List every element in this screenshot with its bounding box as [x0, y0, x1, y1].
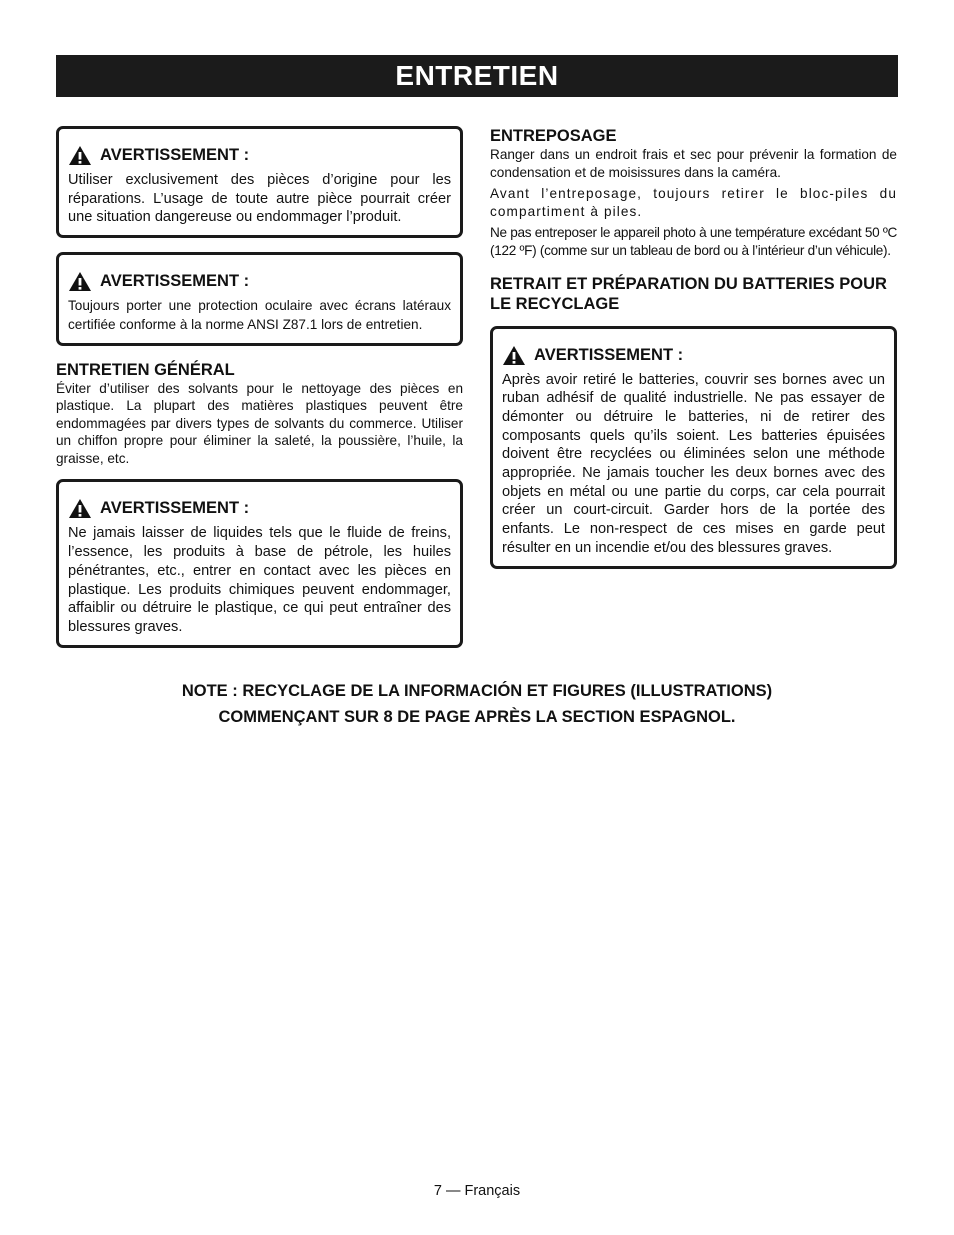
- warning-title: AVERTISSEMENT :: [100, 499, 250, 518]
- warning-header: [68, 145, 451, 166]
- warning-box-battery: [490, 326, 897, 569]
- warning-box-original-parts: [56, 126, 463, 238]
- warning-triangle-icon: [68, 498, 92, 519]
- warning-title: AVERTISSEMENT :: [100, 146, 250, 164]
- general-maintenance-text: Éviter d’utiliser des solvants pour le nettoyage des pièces en plastique. La plupart des matières plastiques peuvent être endommagées par divers types de solvants du commerce. Utiliser un chiffon propre pour éliminer la saleté, la poussière, l’huile, la graisse, etc.: [56, 380, 463, 466]
- section-heading-general-maintenance: ENTRETIEN GÉNÉRAL: [56, 360, 235, 379]
- warning-header: [68, 498, 451, 519]
- note-line-2: COMMENÇANT SUR 8 DE PAGE APRÈS LA SECTION ESPAGNOL.: [218, 708, 736, 726]
- note-line-1: NOTE : RECYCLAGE DE LA INFORMACIÓN ET FIGURES (ILLUSTRATIONS): [181, 682, 773, 700]
- left-column: [56, 126, 463, 662]
- storage-text-3: Ne pas entreposer le appareil photo à une température excédant 50 ºC (122 ºF) (comme sur un tableau de bord ou à l’intérieur d’un véhicule).: [490, 225, 898, 258]
- warning-triangle-icon: [502, 345, 526, 366]
- warning-text: Utiliser exclusivement des pièces d’origine pour les réparations. L’usage de toute autre pièce pourrait créer une situation dangereuse ou endommager l’produit.: [68, 172, 451, 226]
- warning-text: Après avoir retiré le batteries, couvrir ses bornes avec un ruban adhésif de qualité industrielle. Ne pas essayer de démonter ou détruire le batteries, ni de retirer des composants quels qu’ils soient. Les batteries épuisées doivent être recyclées ou éliminées selon une méthode appropriée. Ne jamais toucher les deux bornes avec des objets en métal ou une partie du corps, car cela pourrait créer un court-circuit. Garder hors de la portée des enfants. Le non-respect de ces mises en garde peut résulter en un incendie et/ou des blessures graves.: [502, 371, 885, 556]
- section-heading-storage: ENTREPOSAGE: [490, 127, 617, 145]
- warning-text: Toujours porter une protection oculaire avec écrans latéraux certifiée conforme à la norme ANSI Z87.1 lors de entretien.: [68, 298, 451, 332]
- warning-header: [502, 345, 885, 366]
- recycling-note: [56, 678, 898, 730]
- page-footer: 7 — Français: [433, 1183, 521, 1199]
- page-title: ENTRETIEN: [56, 55, 898, 97]
- warning-box-liquids: [56, 479, 463, 647]
- section-heading-battery-recycling: RETRAIT ET PRÉPARATION DU BATTERIES POUR LE RECYCLAGE: [490, 274, 887, 313]
- warning-triangle-icon: [68, 271, 92, 292]
- storage-text-2: Avant l’entreposage, toujours retirer le bloc-piles du compartiment à piles.: [490, 186, 897, 219]
- storage-text-1: Ranger dans un endroit frais et sec pour prévenir la formation de condensation et de moisissures dans la caméra.: [490, 147, 897, 180]
- warning-triangle-icon: [68, 145, 92, 166]
- right-column: [490, 126, 897, 583]
- warning-header: [68, 271, 451, 292]
- warning-text: Ne jamais laisser de liquides tels que le fluide de freins, l’essence, les produits à base de pétrole, les huiles pénétrantes, etc., entrer en contact avec les pièces en plastique. Les produits chimiques peuvent endommager, affaiblir ou détruire le plastique, ce qui peut entraîner des blessures graves.: [68, 525, 451, 635]
- warning-title: AVERTISSEMENT :: [534, 345, 684, 364]
- warning-title: AVERTISSEMENT :: [100, 272, 250, 291]
- warning-box-eye-protection: [56, 252, 463, 345]
